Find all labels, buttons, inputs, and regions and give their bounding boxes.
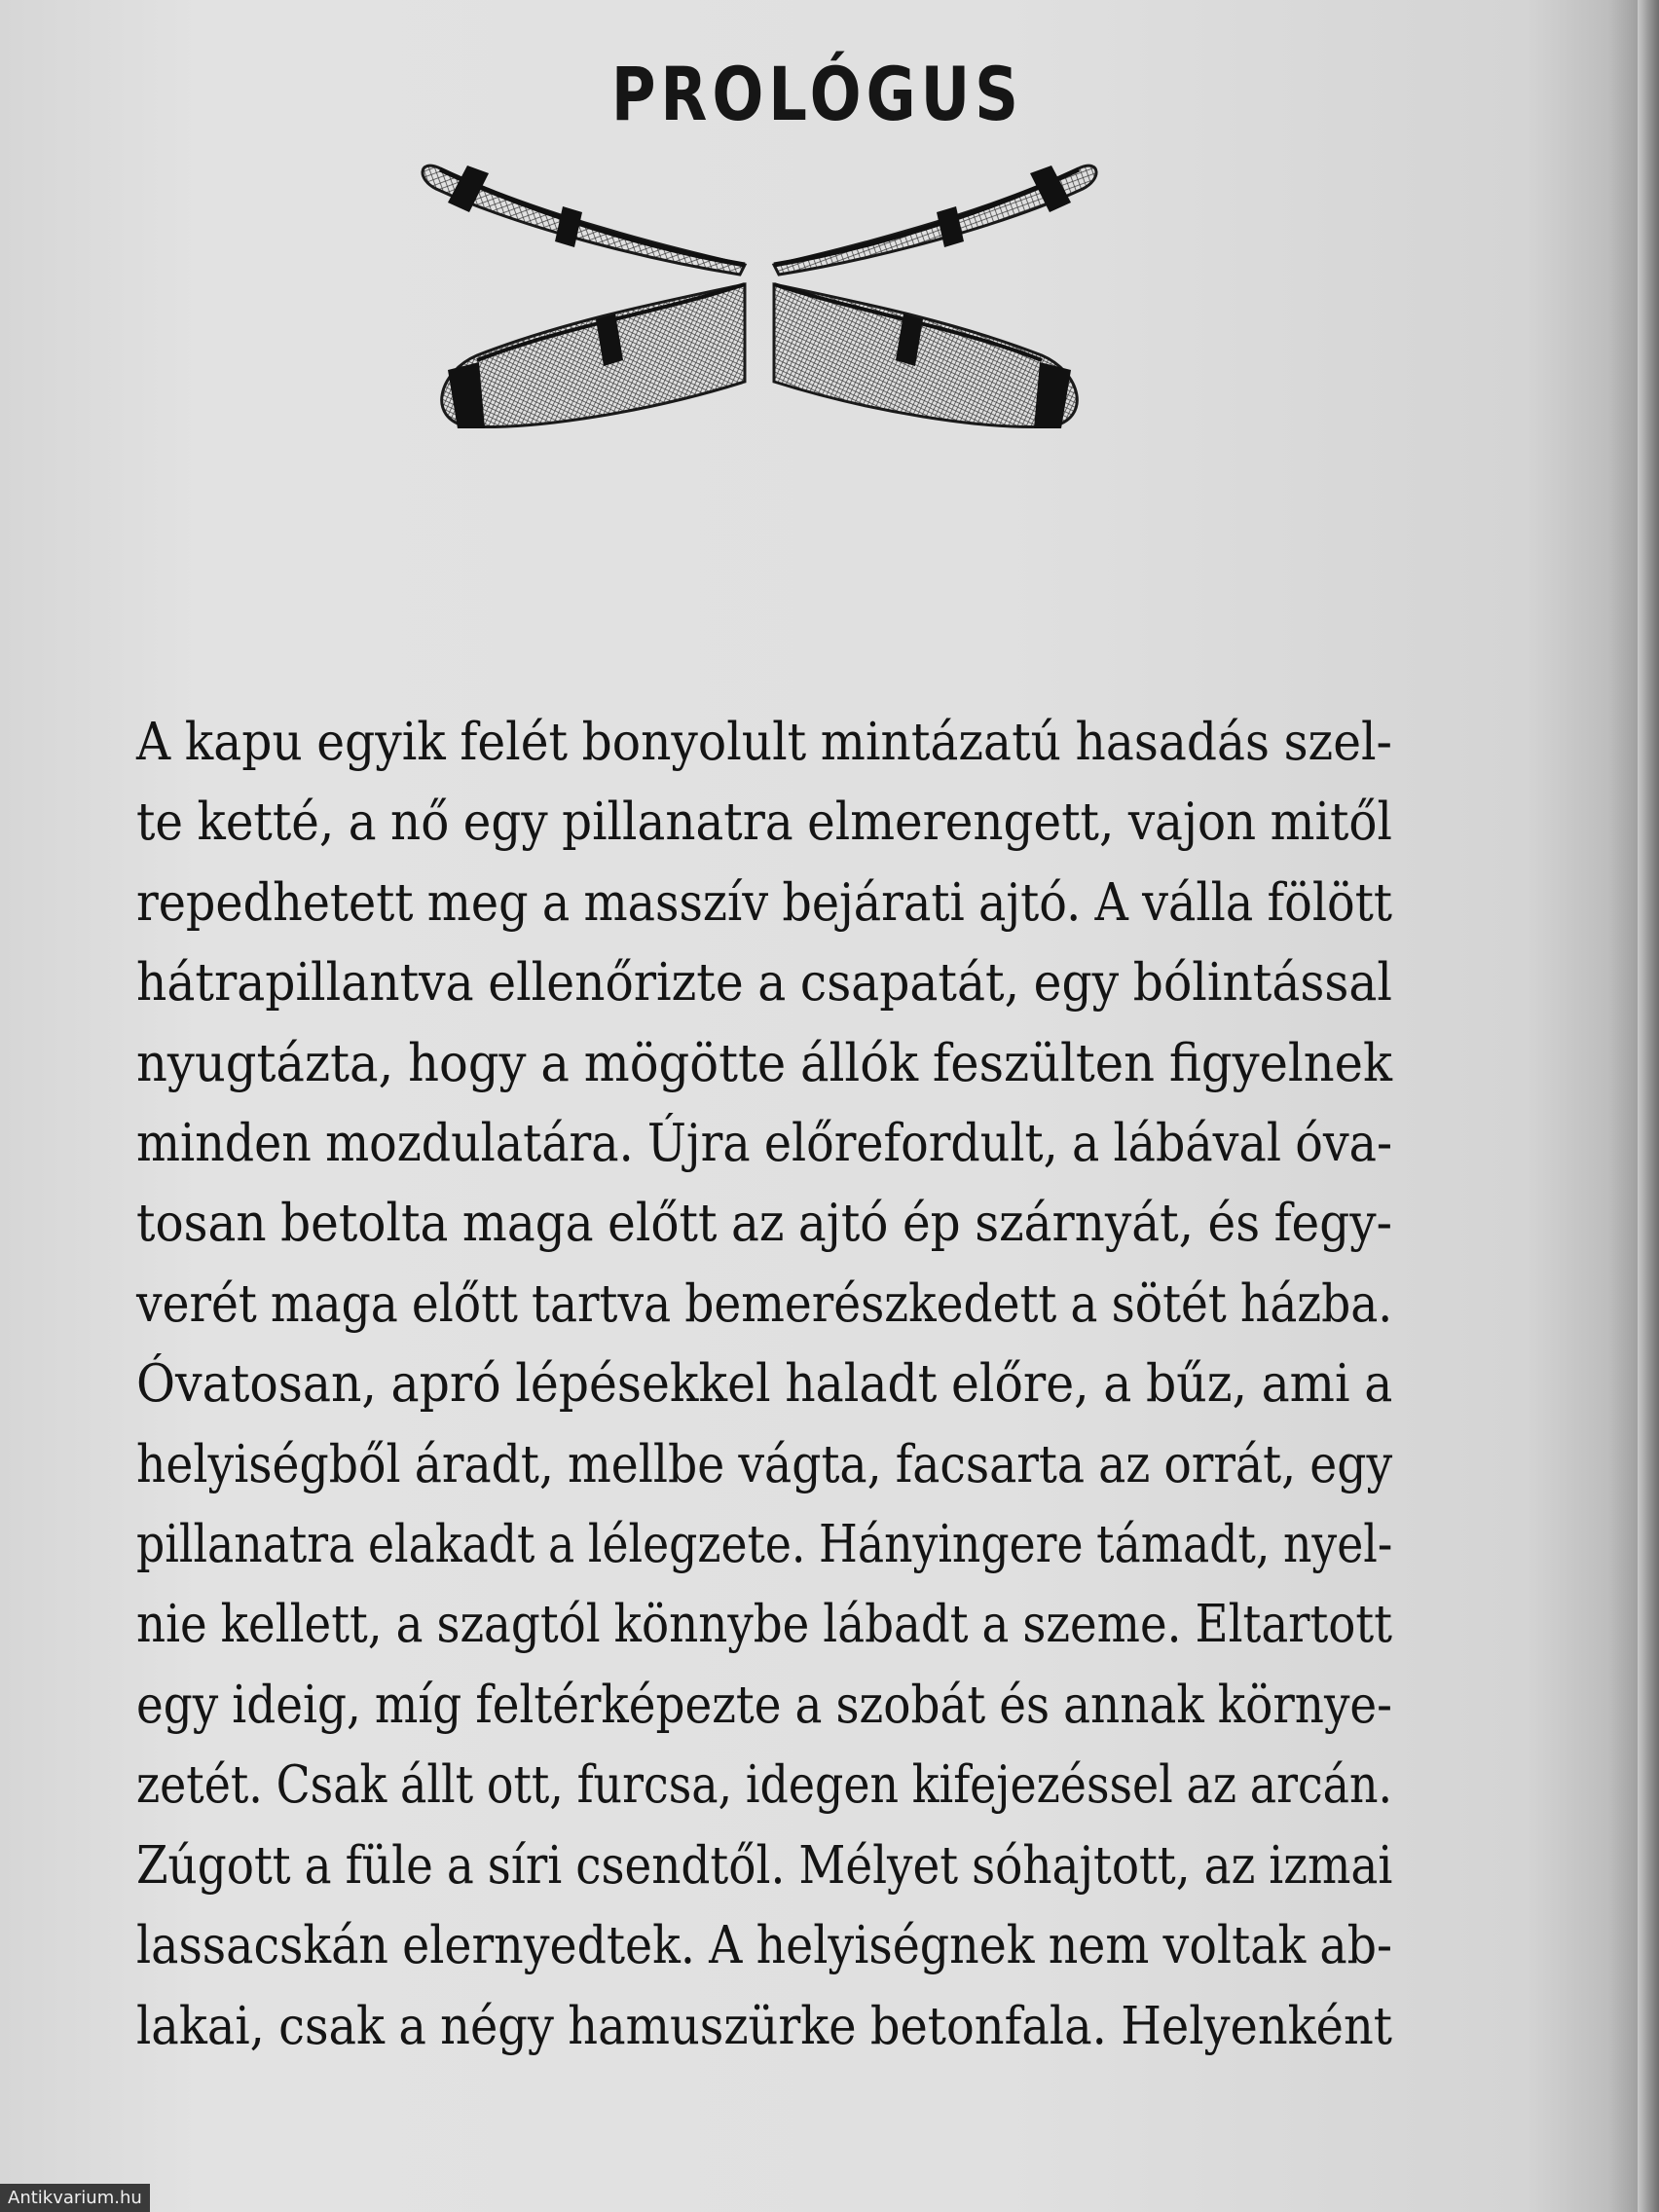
text-line: helyiségből áradt, mellbe vágta, facsarta az orrát, egy	[136, 1434, 1393, 1494]
right-forewing	[774, 166, 1096, 275]
text-line: lakai, csak a négy hamuszürke betonfala. Helyenként	[136, 1996, 1393, 2056]
dragonfly-wings-icon	[419, 156, 1100, 438]
text-line: tosan betolta maga előtt az ajtó ép szárnyát, és fegy-	[136, 1194, 1392, 1254]
text-line: Óvatosan, apró lépésekkel haladt előre, a bűz, ami a	[136, 1354, 1393, 1415]
text-line: nyugtázta, hogy a mögötte állók feszülten figyelnek	[136, 1033, 1392, 1093]
left-hindwing	[442, 284, 745, 428]
text-line: minden mozdulatára. Újra előrefordult, a lábával óva-	[136, 1114, 1392, 1174]
prologue-body-text	[136, 703, 1392, 2067]
text-line: nie kellett, a szagtól könnybe lábadt a szeme. Eltartott	[136, 1595, 1392, 1655]
page-edge	[1638, 0, 1659, 2212]
text-line: egy ideig, míg feltérképezte a szobát és annak környe-	[136, 1675, 1392, 1735]
watermark-label: Antikvarium.hu	[0, 2184, 150, 2212]
text-line: zetét. Csak állt ott, furcsa, idegen kifejezéssel az arcán.	[136, 1755, 1393, 1816]
chapter-title: PROLÓGUS	[610, 51, 1023, 137]
text-line: Zúgott a füle a síri csendtől. Mélyet sóhajtott, az izmai	[136, 1835, 1393, 1896]
text-line: pillanatra elakadt a lélegzete. Hányingere támadt, nyel-	[136, 1515, 1393, 1575]
text-line: te ketté, a nő egy pillanatra elmerengett, vajon mitől	[136, 793, 1392, 853]
right-hindwing	[774, 284, 1077, 428]
text-line: repedhetett meg a masszív bejárati ajtó. A válla fölött	[136, 872, 1392, 933]
text-line: verét maga előtt tartva bemerészkedett a sötét házba.	[136, 1273, 1393, 1334]
text-line: hátrapillantva ellenőrizte a csapatát, egy bólintással	[136, 953, 1392, 1014]
left-forewing	[423, 166, 745, 275]
text-line: A kapu egyik felét bonyolult mintázatú hasadás szel-	[136, 713, 1392, 772]
text-line: lassacskán elernyedtek. A helyiségnek nem voltak ab-	[136, 1916, 1393, 1976]
